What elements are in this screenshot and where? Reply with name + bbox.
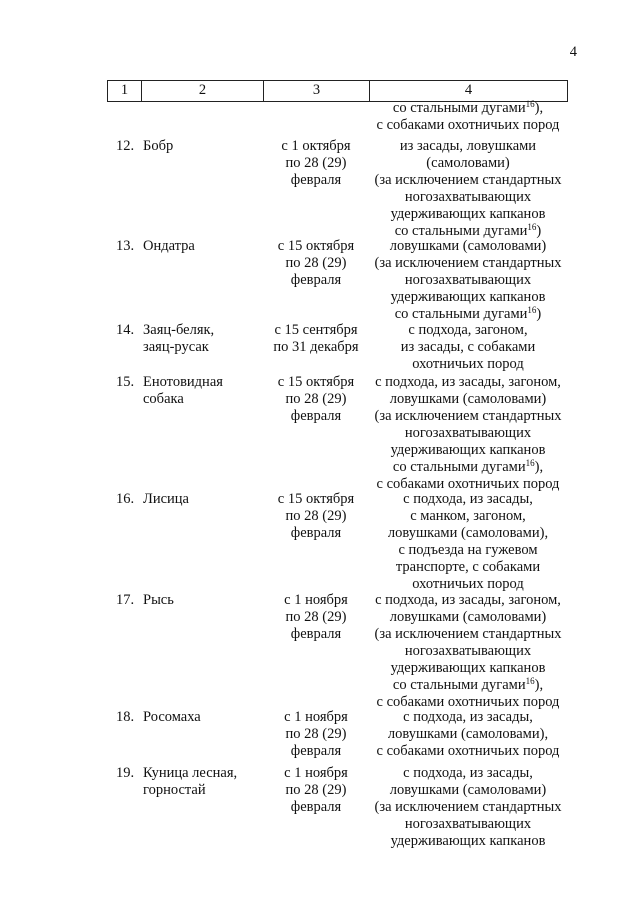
hunting-season (263, 238, 369, 289)
line-text: удерживающих капканов (390, 442, 546, 458)
line-text: со стальными дугами (394, 306, 528, 322)
method-line (368, 782, 568, 799)
line-text: из засады, ловушками (399, 138, 537, 154)
line-text: ловушками (самоловами), (387, 525, 549, 541)
season-line: с 1 октября (281, 138, 351, 154)
footnote-ref: 16 (525, 458, 535, 468)
line-text: ловушками (самоловами) (389, 609, 547, 625)
species-name (143, 765, 237, 799)
hunting-method (368, 592, 568, 711)
row-number: 15. (116, 374, 135, 390)
line-text: ловушками (самоловами), (387, 726, 549, 742)
line-text: удерживающих капканов (390, 289, 546, 305)
row-number: 12. (116, 138, 135, 154)
species-name-line: Ондатра (143, 238, 195, 254)
row-number: 13. (116, 238, 135, 254)
line-text: ногозахватывающих (404, 425, 532, 441)
line-text: ногозахватывающих (404, 643, 532, 659)
method-line (368, 743, 568, 760)
footnote-ref: 16 (527, 222, 537, 232)
season-line: с 15 октября (277, 238, 355, 254)
line-text: с подхода, из засады, загоном, (375, 592, 561, 608)
row-number: 19. (116, 765, 135, 781)
species-name (143, 322, 214, 356)
method-line (368, 542, 568, 559)
season-line: по 28 (29) (285, 726, 347, 742)
line-text: со стальными дугами (394, 223, 528, 239)
hunting-method (368, 374, 568, 493)
species-name-line: Лисица (143, 491, 189, 507)
method-line (368, 255, 568, 272)
method-line (368, 626, 568, 643)
season-line: по 28 (29) (285, 391, 347, 407)
line-text: из засады, с собаками (400, 339, 536, 355)
line-text: с подхода, из засады, (403, 765, 533, 781)
hunting-method (368, 238, 568, 323)
hunting-season (263, 138, 369, 189)
line-text: с подхода, загоном, (408, 322, 528, 338)
column-header-4: 4 (369, 81, 568, 101)
column-header-2: 2 (141, 81, 263, 101)
season-line: по 28 (29) (285, 508, 347, 524)
line-text: ловушками (самоловами) (389, 238, 547, 254)
line-text: транспорте, с собаками (395, 559, 541, 575)
season-line: февраля (290, 743, 342, 759)
method-line (368, 726, 568, 743)
line-text: со стальными дугами (392, 100, 526, 116)
line-text: с манком, загоном, (410, 508, 526, 524)
method-line (368, 833, 568, 850)
line-text: (за исключением стандартных (374, 799, 562, 815)
season-line: по 28 (29) (285, 155, 347, 171)
species-name (143, 138, 173, 155)
line-text: с собаками охотничьих пород (376, 476, 560, 492)
line-text: с подхода, из засады, загоном, (375, 374, 561, 390)
season-line: февраля (290, 525, 342, 541)
line-text: (за исключением стандартных (374, 172, 562, 188)
page-number: 4 (569, 44, 577, 60)
line-text: ногозахватывающих (404, 189, 532, 205)
continuation-text (368, 100, 568, 134)
method-line (368, 660, 568, 677)
species-name-line: Енотовидная (143, 374, 223, 390)
table-header-row (107, 80, 568, 102)
season-line: с 1 ноября (284, 765, 348, 781)
hunting-method (368, 491, 568, 593)
hunting-season (263, 765, 369, 816)
line-text: со стальными дугами (392, 459, 526, 475)
method-line (368, 356, 568, 373)
method-line (368, 442, 568, 459)
method-line (368, 100, 568, 117)
season-line: с 15 октября (277, 491, 355, 507)
line-text: ногозахватывающих (404, 272, 532, 288)
line-text: охотничьих пород (412, 576, 524, 592)
row-number: 18. (116, 709, 135, 725)
line-suffix: ), (534, 459, 544, 475)
species-name-line: Росомаха (143, 709, 201, 725)
species-name-line: Рысь (143, 592, 174, 608)
method-line (368, 643, 568, 660)
species-name-line: Бобр (143, 138, 174, 154)
season-line: по 31 декабря (273, 339, 359, 355)
season-line: по 28 (29) (285, 255, 347, 271)
line-text: ловушками (самоловами) (389, 782, 547, 798)
species-name (143, 238, 195, 255)
season-line: по 28 (29) (285, 782, 347, 798)
line-text: ногозахватывающих (404, 816, 532, 832)
line-suffix: ), (534, 677, 544, 693)
method-line (368, 677, 568, 694)
species-name-line: заяц-русак (143, 339, 209, 355)
species-name (143, 592, 174, 609)
method-line (368, 306, 568, 323)
method-line (368, 322, 568, 339)
method-line (368, 559, 568, 576)
season-line: февраля (290, 626, 342, 642)
line-text: удерживающих капканов (390, 206, 546, 222)
hunting-method (368, 322, 568, 373)
line-text: с собаками охотничьих пород (376, 117, 560, 133)
hunting-method (368, 765, 568, 850)
method-line (368, 339, 568, 356)
row-number: 16. (116, 491, 135, 507)
method-line (368, 425, 568, 442)
line-text: (за исключением стандартных (374, 255, 562, 271)
hunting-season (263, 709, 369, 760)
method-line (368, 206, 568, 223)
line-text: с подхода, из засады, (403, 709, 533, 725)
species-name (143, 491, 189, 508)
hunting-season (263, 374, 369, 425)
species-name-line: горностай (143, 782, 206, 798)
season-line: с 1 ноября (284, 592, 348, 608)
season-line: с 15 октября (277, 374, 355, 390)
line-text: со стальными дугами (392, 677, 526, 693)
hunting-season (263, 592, 369, 643)
species-name-line: Заяц-беляк, (143, 322, 215, 338)
season-line: с 15 сентября (274, 322, 358, 338)
line-text: с собаками охотничьих пород (376, 694, 560, 710)
season-line: февраля (290, 799, 342, 815)
method-line (368, 799, 568, 816)
method-line (368, 709, 568, 726)
column-header-3: 3 (263, 81, 369, 101)
method-line (368, 592, 568, 609)
species-name-line: собака (143, 391, 184, 407)
footnote-ref: 16 (527, 305, 537, 315)
method-line (368, 272, 568, 289)
line-suffix: ), (534, 100, 544, 116)
method-line (368, 508, 568, 525)
line-text: с подхода, из засады, (403, 491, 533, 507)
season-line: февраля (290, 272, 342, 288)
line-text: удерживающих капканов (390, 833, 546, 849)
method-line (368, 117, 568, 134)
footnote-ref: 16 (525, 99, 535, 109)
species-name-line: Куница лесная, (143, 765, 238, 781)
hunting-season (263, 491, 369, 542)
method-line (368, 289, 568, 306)
row-number: 14. (116, 322, 135, 338)
line-suffix: ) (536, 306, 542, 322)
column-header-1: 1 (107, 81, 141, 101)
line-suffix: ) (536, 223, 542, 239)
method-line (368, 155, 568, 172)
method-line (368, 374, 568, 391)
species-name (143, 374, 223, 408)
method-line (368, 576, 568, 593)
method-line (368, 491, 568, 508)
season-line: февраля (290, 408, 342, 424)
hunting-season (263, 322, 369, 356)
hunting-method (368, 138, 568, 240)
method-line (368, 138, 568, 155)
line-text: с собаками охотничьих пород (376, 743, 560, 759)
method-line (368, 172, 568, 189)
footnote-ref: 16 (525, 676, 535, 686)
season-line: по 28 (29) (285, 609, 347, 625)
method-line (368, 816, 568, 833)
line-text: (за исключением стандартных (374, 626, 562, 642)
method-line (368, 189, 568, 206)
row-number: 17. (116, 592, 135, 608)
hunting-method (368, 709, 568, 760)
line-text: охотничьих пород (412, 356, 524, 372)
line-text: (самоловами) (426, 155, 510, 171)
method-line (368, 525, 568, 542)
season-line: февраля (290, 172, 342, 188)
line-text: удерживающих капканов (390, 660, 546, 676)
method-line (368, 609, 568, 626)
method-line (368, 238, 568, 255)
species-name (143, 709, 201, 726)
line-text: (за исключением стандартных (374, 408, 562, 424)
line-text: с подъезда на гужевом (398, 542, 538, 558)
method-line (368, 765, 568, 782)
method-line (368, 391, 568, 408)
method-line (368, 408, 568, 425)
method-line (368, 459, 568, 476)
season-line: с 1 ноября (284, 709, 348, 725)
line-text: ловушками (самоловами) (389, 391, 547, 407)
